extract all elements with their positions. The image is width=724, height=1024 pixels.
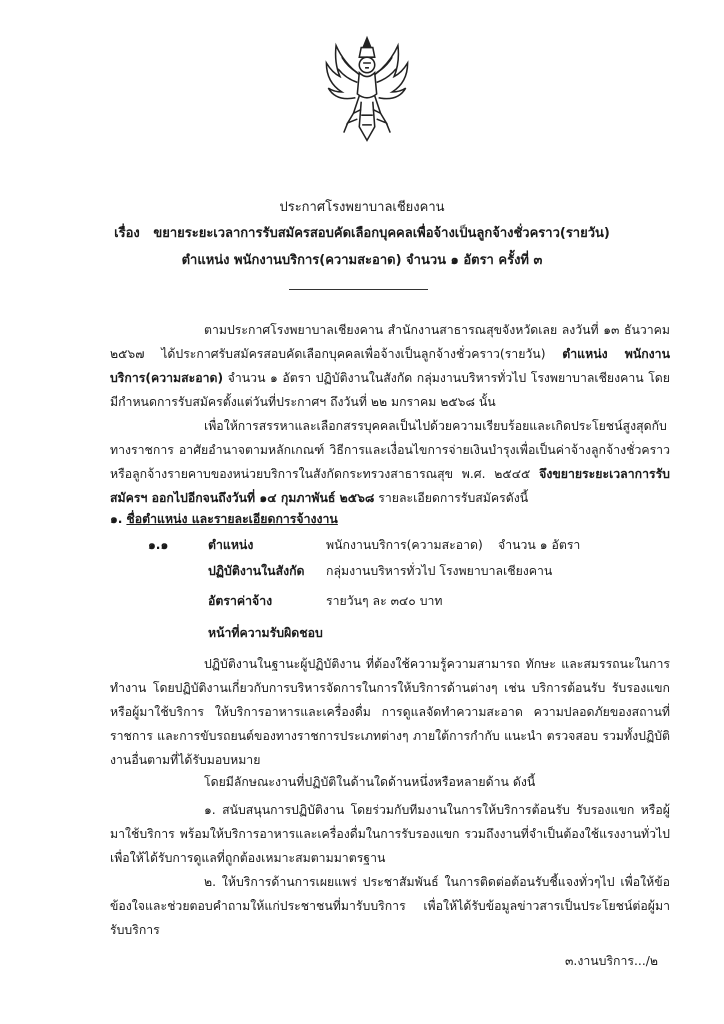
section-1-number: ๑.: [110, 512, 123, 526]
duties-paragraph-4: [110, 870, 670, 942]
duties-text-2: โดยมีลักษณะงานที่ปฏิบัติในด้านใดด้านหนึ่งหรือหลายด้าน ดังนี้: [204, 775, 536, 789]
position-count: จำนวน ๑ อัตรา: [498, 538, 581, 552]
paragraph-2: [110, 414, 670, 510]
paragraph-1: [110, 318, 670, 414]
section-1-title: ชื่อตำแหน่ง และรายละเอียดการจ้างงาน: [126, 512, 338, 526]
wage-label: อัตราค่าจ้าง: [208, 594, 273, 608]
unit-value: กลุ่มงานบริหารทั่วไป โรงพยาบาลเชียงคาน: [326, 564, 553, 578]
item-1-1-number: ๑.๑: [148, 538, 169, 552]
position-line: ตำแหน่ง พนักงานบริการ(ความสะอาด) จำนวน ๑ อัตรา ครั้งที่ ๓: [181, 253, 543, 268]
para1-bold: ตำแหน่ง พนักงานบริการ(ความสะอาด): [110, 347, 670, 385]
duties-text-4: ๒. ให้บริการด้านการเผยแพร่ ประชาสัมพันธ์ ในการติดต่อต้อนรับชี้แจงทั่วๆไป เพื่อให้ข้อข้องใจและช่วยตอบคำถามให้แก่ประชาชนที่มารับบริการ เพื่อให้ได้รับข้อมูลข่าวสารเป็นประโยชน์ต่อผู้มารับบริการ: [110, 875, 670, 937]
section-1-heading: [110, 510, 338, 529]
subject-line: [0, 222, 724, 243]
para2-bold: จึงขยายระยะเวลาการรับสมัครฯ ออกไปอีกจนถึงวันที่ ๑๔ กุมภาพันธ์ ๒๕๖๘: [110, 467, 670, 505]
duties-paragraph-1: [110, 652, 670, 772]
duties-paragraph-2: [110, 770, 670, 794]
duty-label: หน้าที่ความรับผิดชอบ: [208, 626, 323, 640]
title-divider: [289, 289, 428, 290]
para1-text-end: จำนวน ๑ อัตรา ปฏิบัติงานในสังกัด กลุ่มงานบริหารทั่วไป โรงพยาบาลเชียงคาน โดยมีกำหนดการรับสมัครตั้งแต่วันที่ประกาศฯ ถึงวันที่ ๒๒ มกราคม ๒๕๖๘ นั้น: [110, 371, 670, 409]
duties-text-3: ๑. สนับสนุนการปฏิบัติงาน โดยร่วมกับทีมงานในการให้บริการต้อนรับ รับรองแขก หรือผู้มาใช้บริการ พร้อมให้บริการอาหารและเครื่องดื่มในการรับรองแขก รวมถึงงานที่จำเป็นต้องใช้แรงงานทั่วไปเพื่อให้ได้รับการดูแลที่ถูกต้องเหมาะสมตามมาตรฐาน: [110, 803, 670, 865]
subject-prefix: เรื่อง: [114, 226, 140, 241]
position-value: พนักงานบริการ(ความสะอาด): [326, 538, 483, 552]
para2-text-end: รายละเอียดการรับสมัครดังนี้: [374, 491, 529, 505]
unit-label: ปฏิบัติงานในสังกัด: [208, 564, 305, 578]
para1-text: ตามประกาศโรงพยาบาลเชียงคาน สำนักงานสาธารณสุขจังหวัดเลย ลงวันที่ ๑๓ ธันวาคม ๒๕๖๗ ได้ประกาศรับสมัครสอบคัดเลือกบุคคลเพื่อจ้างเป็นลูกจ้างชั่วคราว(รายวัน): [110, 323, 670, 361]
announcement-title: ประกาศโรงพยาบาลเชียงคาน: [279, 200, 445, 215]
duties-text-1: ปฏิบัติงานในฐานะผู้ปฏิบัติงาน ที่ต้องใช้ความรู้ความสามารถ ทักษะ และสมรรถนะในการทำงาน โดยปฏิบัติงานเกี่ยวกับการบริหารจัดการในการให้บริการด้านต่างๆ เช่น บริการต้อนรับ รับรองแขกหรือผู้มาใช้บริการ ให้บริการอาหารและเครื่องดื่ม การดูแลจัดทำความสะอาด ความปลอดภัยของสถานที่ราชการ และการขับรถยนต์ของทางราชการประเภทต่างๆ ภายใต้การกำกับ แนะนำ ตรวจสอบ รวมทั้งปฏิบัติงานอื่นตามที่ได้รับมอบหมาย: [110, 657, 670, 767]
subject-text: ขยายระยะเวลาการรับสมัครสอบคัดเลือกบุคคลเพื่อจ้างเป็นลูกจ้างชั่วคราว(รายวัน): [153, 226, 610, 241]
page-continuation: ๓.งานบริการ.../๒: [565, 954, 658, 968]
wage-value: รายวันๆ ละ ๓๔๐ บาท: [326, 594, 443, 608]
duties-paragraph-3: [110, 798, 670, 870]
position-label: ตำแหน่ง: [208, 538, 254, 552]
garuda-emblem-icon: [318, 34, 416, 150]
para2-text: เพื่อให้การสรรหาและเลือกสรรบุคคลเป็นไปด้วยความเรียบร้อยและเกิดประโยชน์สูงสุดกับทางราชการ อาศัยอำนาจตามหลักเกณฑ์ วิธีการและเงื่อนไขการจ่ายเงินบำรุงเพื่อเป็นค่าจ้างลูกจ้างชั่วคราวหรือลูกจ้างรายคาบของหน่วยบริการในสังกัดกระทรวงสาธารณสุข พ.ศ. ๒๕๔๕: [110, 419, 670, 481]
